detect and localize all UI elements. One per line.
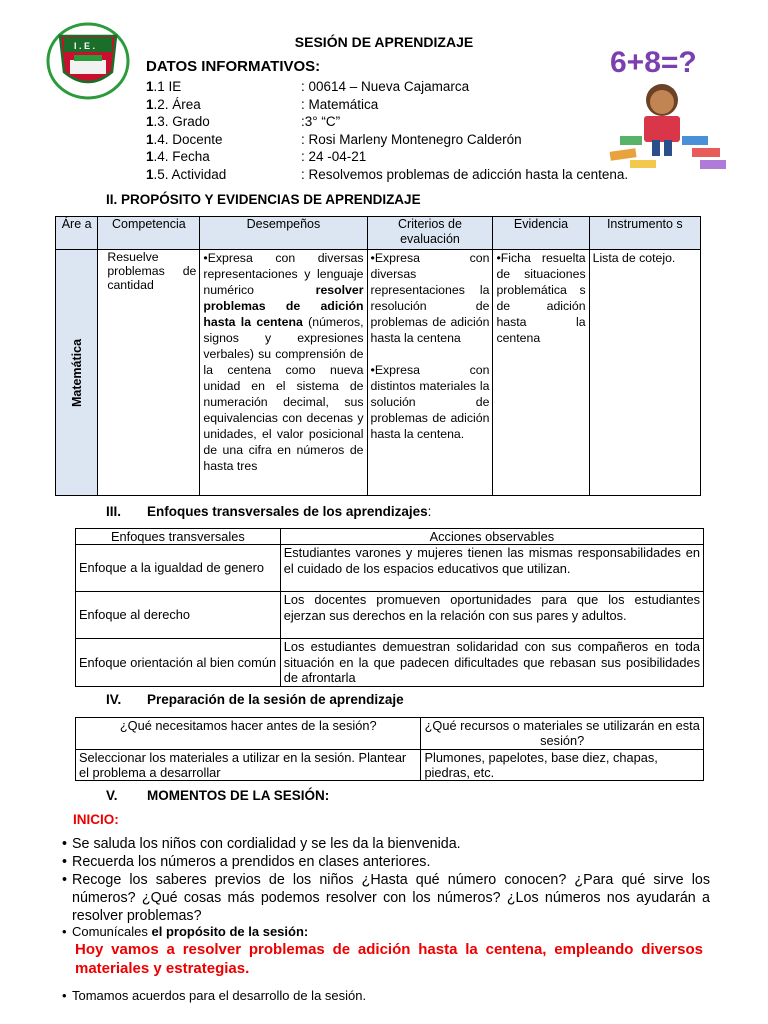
table-row: Enfoque orientación al bien común Los estudiantes demuestran solidaridad con sus compañeros en toda situación en la que padecen dificultades que rebasan sus posibilidades de afrontarla: [76, 639, 704, 687]
criterios-cell: [367, 250, 493, 496]
header-antes: ¿Qué necesitamos hacer antes de la sesión?: [76, 718, 421, 750]
datos-row: 1.3. Grado :3° “C”: [146, 114, 341, 130]
desempeno-cell: •Expresa con diversas representaciones y lenguaje numérico resolver problemas de adición hasta la centena (números, signos y expresiones verbales) su comprensión de la centena como nueva unidad en el sistema de numeración decimal, sus equivalencias con decenas y unidades, el valor posicional de una cifra en números de hasta tres: [200, 250, 367, 496]
antes-cell: Seleccionar los materiales a utilizar en la sesión. Plantear el problema a desarrollar: [76, 750, 421, 781]
datos-row: 1.4. Docente : Rosi Marleny Montenegro Calderón: [146, 131, 522, 147]
table-row: Enfoque al derecho Los docentes promueven oportunidades para que los estudiantes ejerzan sus derechos en la relación con sus pares y adultos.: [76, 592, 704, 639]
datos-list: [146, 78, 628, 184]
header-instrumentos: Instrumento s: [589, 217, 700, 250]
area-label: Matemática: [69, 338, 84, 407]
header-recursos: ¿Qué recursos o materiales se utilizarán en esta sesión?: [421, 718, 704, 750]
proposito-text: Hoy vamos a resolver problemas de adición hasta la centena, empleando diversos materiales y estrategias.: [75, 941, 703, 977]
math-equation: 6+8=?: [610, 46, 697, 79]
section-3-num: III.: [106, 504, 122, 519]
section-5-num: V.: [106, 788, 118, 803]
instrumento-cell: Lista de cotejo.: [589, 250, 700, 496]
list-item: • Se saluda los niños con cordialidad y se les da la bienvenida.: [62, 836, 461, 852]
list-item: • Tomamos acuerdos para el desarrollo de la sesión.: [62, 988, 367, 1003]
header-acciones: Acciones observables: [280, 529, 703, 545]
area-cell: [56, 250, 98, 496]
recursos-cell: Plumones, papelotes, base diez, chapas, piedras, etc.: [421, 750, 704, 781]
header-enfoques: Enfoques transversales: [76, 529, 281, 545]
page-title: SESIÓN DE APRENDIZAJE: [294, 34, 474, 50]
purpose-table: [55, 216, 701, 496]
section-4-title: Preparación de la sesión de aprendizaje: [147, 692, 404, 707]
criterio-item: •Expresa con distintos materiales la solución de problemas de adición hasta la centena.: [370, 363, 490, 441]
header-area: Áre a: [56, 217, 98, 250]
enfoques-table: [75, 528, 704, 687]
criterio-item: •Expresa con diversas representaciones la resolución de problemas de adición hasta la centena: [370, 251, 490, 345]
header-desempenos: Desempeños: [200, 217, 367, 250]
header-criterios: Criterios de evaluación: [367, 217, 493, 250]
datos-row: 1.2. Área : Matemática: [146, 96, 379, 112]
list-item: • Comunícales el propósito de la sesión:: [62, 924, 309, 939]
competencia-cell: Resuelve problemas de cantidad: [98, 250, 200, 496]
datos-row: 1.5. Actividad : Resolvemos problemas de adicción hasta la centena.: [146, 166, 629, 182]
datos-row: 1.4. Fecha : 24 -04-21: [146, 149, 367, 165]
list-item: • Recuerda los números a prendidos en clases anteriores.: [62, 854, 431, 870]
header-competencia: Competencia: [98, 217, 200, 250]
inicio-label: INICIO:: [73, 812, 119, 827]
section-2-title: II. PROPÓSITO Y EVIDENCIAS DE APRENDIZAJE: [106, 192, 421, 207]
preparacion-table: [75, 717, 704, 781]
datos-row: 1.1 IE : 00614 – Nueva Cajamarca: [146, 79, 470, 94]
logo-text: I . E .: [74, 41, 96, 51]
table-row: Enfoque a la igualdad de genero Estudiantes varones y mujeres tienen las mismas responsabilidades en el cuidado de los espacios educativos que utilizan.: [76, 545, 704, 592]
section-4-num: IV.: [106, 692, 122, 707]
datos-heading: DATOS INFORMATIVOS:: [146, 58, 321, 75]
section-3-title: Enfoques transversales de los aprendizajes:: [147, 504, 432, 519]
section-5-title: MOMENTOS DE LA SESIÓN:: [147, 788, 330, 803]
header-evidencia: Evidencia: [493, 217, 589, 250]
evidencia-cell: •Ficha resuelta de situaciones problemática s de adición hasta la centena: [493, 250, 589, 496]
list-item: • Recoge los saberes previos de los niños ¿Hasta qué número conocen? ¿Para qué sirve los números? ¿Qué cosas más podemos resolver con los números? ¿Los números nos ayudarán a resolver problemas?: [62, 872, 710, 925]
